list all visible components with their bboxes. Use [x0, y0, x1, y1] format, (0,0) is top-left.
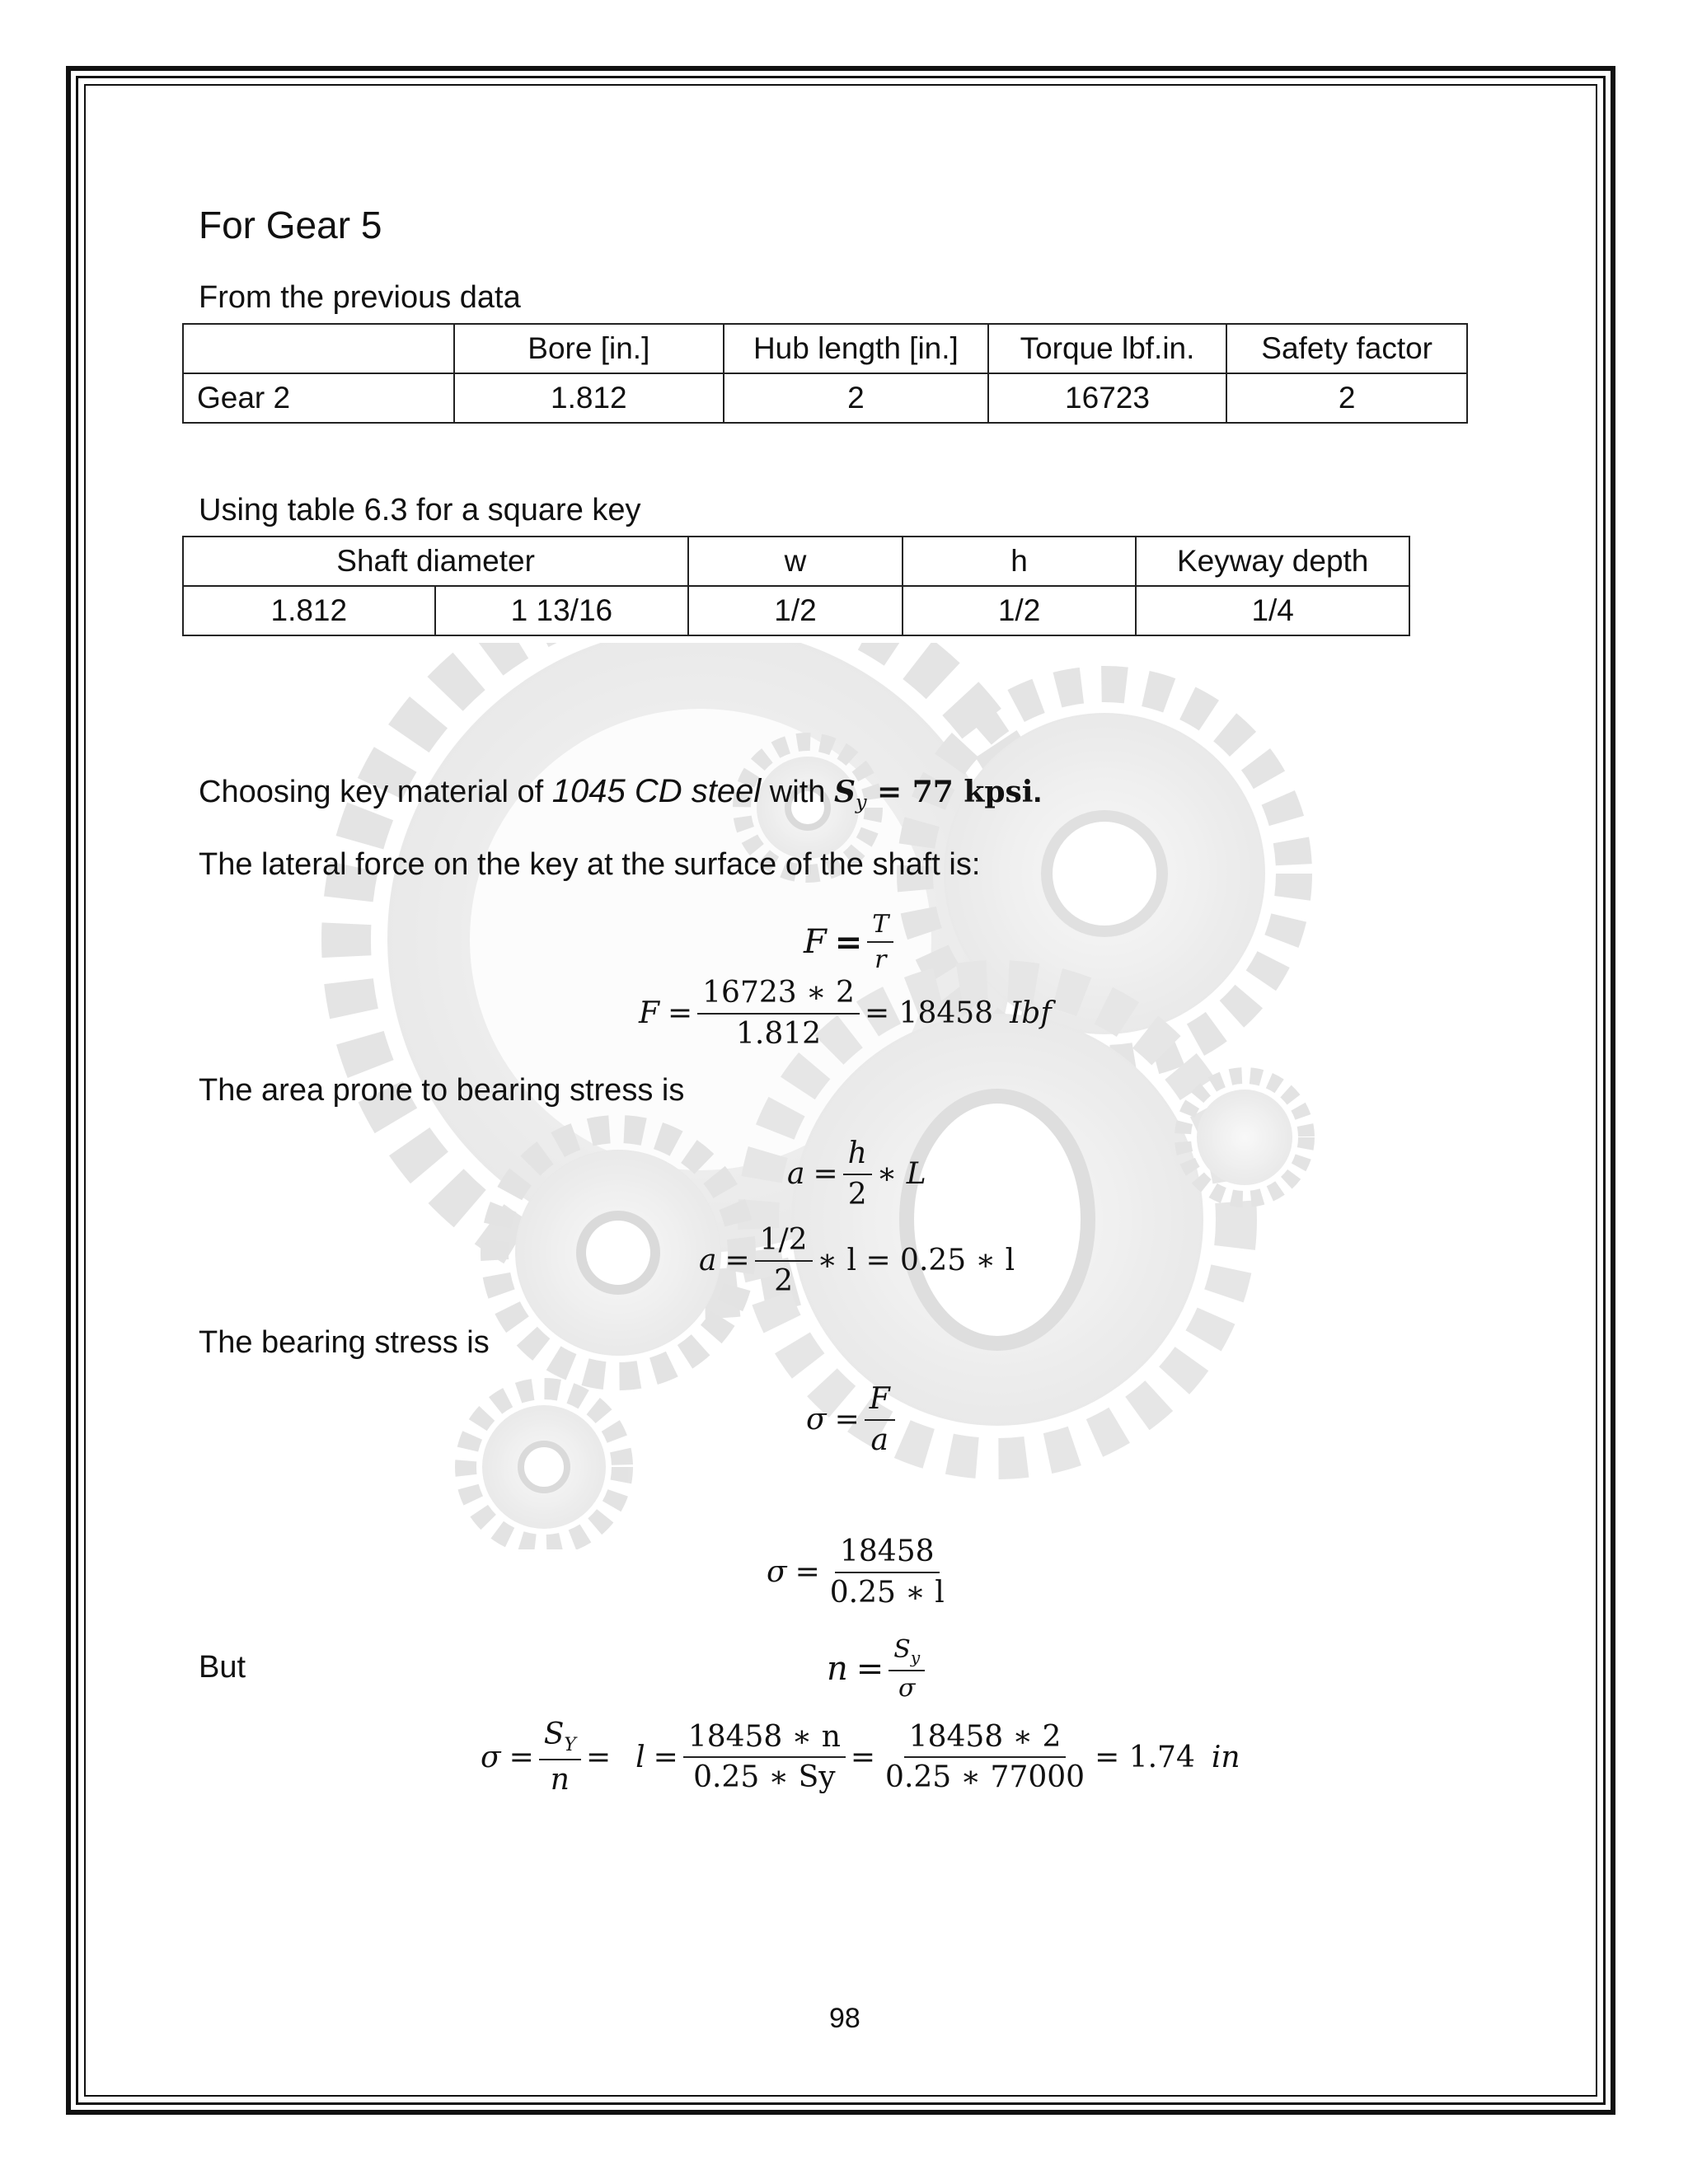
bearing-area-text: The area prone to bearing stress is: [199, 1073, 685, 1108]
section-label-square-key: Using table 6.3 for a square key: [199, 493, 641, 527]
eq-op: =: [856, 1650, 884, 1688]
eq-op: =: [509, 1740, 534, 1774]
equation-area-calculation: [699, 1224, 1015, 1297]
table-cell: 16723: [988, 373, 1227, 423]
frac-denominator: σ: [898, 1674, 916, 1703]
equation-force-calculation: [639, 977, 1052, 1050]
frac-numerator-subscript: Y: [564, 1735, 576, 1756]
equation-force-definition: [804, 911, 898, 973]
eq-fraction: [683, 1721, 846, 1794]
key-material-line: [199, 773, 1042, 814]
bearing-stress-text: The bearing stress is: [199, 1325, 490, 1360]
eq-op: =: [834, 1403, 860, 1437]
eq-fraction: [539, 1718, 581, 1797]
page-number: 98: [829, 2003, 860, 2034]
yield-strength-symbol: S: [833, 775, 856, 809]
table-header-cell: h: [903, 537, 1137, 586]
previous-data-table: [182, 323, 1468, 424]
material-name: 1045 CD steel: [551, 773, 762, 809]
eq-fraction: [865, 1383, 895, 1456]
equation-stress-definition: [806, 1383, 900, 1456]
material-with: with: [761, 775, 834, 809]
eq-lhs: σ: [481, 1740, 501, 1774]
eq-lhs: n: [827, 1650, 848, 1688]
square-key-table: [182, 536, 1410, 636]
frac-denominator: n: [550, 1763, 570, 1797]
eq-fraction: [889, 1636, 925, 1702]
but-text: But: [199, 1650, 246, 1685]
frac-denominator: 0.25 ∗ Sy: [693, 1760, 836, 1795]
table-header-row: [183, 537, 1409, 586]
table-header-cell: [183, 324, 454, 373]
eq-op: =: [834, 922, 863, 962]
yield-strength-subscript: y: [855, 790, 867, 814]
eq-op: =: [813, 1157, 838, 1192]
table-header-cell: Hub length [in.]: [724, 324, 988, 373]
frac-denominator: 1.812: [736, 1016, 822, 1051]
eq-op: =: [585, 1740, 612, 1774]
equation-key-length: [481, 1718, 1240, 1797]
table-header-cell: Safety factor: [1226, 324, 1467, 373]
frac-numerator: T: [867, 911, 893, 943]
table-row: [183, 586, 1409, 635]
frac-numerator: F: [865, 1383, 895, 1421]
equation-area-definition: [787, 1137, 926, 1211]
eq-lhs: F: [639, 996, 659, 1031]
frac-numerator: 18458 ∗ n: [683, 1721, 846, 1759]
frac-denominator: 2: [774, 1263, 794, 1298]
eq-fraction: [880, 1721, 1090, 1794]
frac-numerator: h: [843, 1137, 872, 1175]
eq-op: =: [724, 1244, 750, 1278]
eq-lhs: a: [699, 1244, 717, 1278]
table-cell: Gear 2: [183, 373, 454, 423]
table-header-row: [183, 324, 1467, 373]
eq-lhs: σ: [767, 1555, 787, 1590]
eq-result: = 1.74: [1095, 1740, 1195, 1774]
frac-numerator: [539, 1718, 581, 1760]
eq-op: =: [850, 1740, 876, 1774]
yield-strength-value: = 77 kpsi: [866, 775, 1034, 809]
equation-safety-factor: [827, 1636, 930, 1702]
material-end: .: [1033, 775, 1042, 809]
eq-fraction: [843, 1137, 872, 1211]
eq-result: = 18458: [864, 996, 994, 1031]
page-heading: For Gear 5: [199, 204, 382, 246]
equation-stress-calculation: [767, 1535, 954, 1609]
table-cell: 2: [724, 373, 988, 423]
frac-numerator: 18458 ∗ 2: [904, 1721, 1067, 1759]
eq-unit: in: [1211, 1740, 1240, 1774]
frac-denominator: r: [874, 945, 887, 974]
frac-numerator: 1/2: [755, 1224, 813, 1262]
frac-numerator-symbol: S: [893, 1635, 911, 1664]
table-header-cell: Bore [in.]: [454, 324, 724, 373]
eq-op: =: [653, 1740, 678, 1774]
table-header-cell: Keyway depth: [1136, 537, 1409, 586]
frac-denominator: 0.25 ∗ l: [829, 1575, 945, 1610]
eq-fraction: [697, 977, 860, 1050]
frac-numerator: 16723 ∗ 2: [697, 977, 860, 1015]
table-cell: 1.812: [183, 586, 435, 635]
eq-fraction: [867, 911, 893, 973]
material-prefix: Choosing key material of: [199, 775, 552, 809]
eq-op: =: [795, 1555, 820, 1590]
table-cell: 1/2: [688, 586, 903, 635]
eq-fraction: [755, 1224, 813, 1297]
table-cell: 1/2: [903, 586, 1137, 635]
eq-fraction: [825, 1535, 950, 1609]
lateral-force-text: The lateral force on the key at the surface of the shaft is:: [199, 847, 981, 882]
table-cell: 1.812: [454, 373, 724, 423]
eq-unit: Ibf: [1010, 996, 1052, 1031]
table-cell: 2: [1226, 373, 1467, 423]
frac-numerator: 18458: [835, 1535, 940, 1573]
eq-rest: ∗ l = 0.25 ∗ l: [817, 1244, 1015, 1278]
table-header-cell: Torque lbf.in.: [988, 324, 1227, 373]
table-row: [183, 373, 1467, 423]
table-header-cell: w: [688, 537, 903, 586]
frac-denominator: 0.25 ∗ 77000: [885, 1760, 1085, 1795]
eq-variable-l: l: [635, 1740, 645, 1774]
table-header-cell: Shaft diameter: [183, 537, 688, 586]
section-label-previous-data: From the previous data: [199, 280, 521, 315]
eq-lhs: σ: [806, 1403, 827, 1437]
frac-denominator: 2: [847, 1177, 867, 1212]
table-cell: 1 13/16: [435, 586, 689, 635]
eq-lhs: F: [804, 923, 827, 961]
frac-numerator-subscript: y: [910, 1647, 921, 1667]
frac-numerator: [889, 1636, 925, 1671]
frac-denominator: a: [870, 1422, 889, 1457]
frac-numerator-symbol: S: [543, 1718, 565, 1751]
eq-op: =: [667, 996, 693, 1031]
table-cell: 1/4: [1136, 586, 1409, 635]
eq-lhs: a: [787, 1157, 805, 1192]
eq-rest: ∗ L: [876, 1157, 926, 1192]
